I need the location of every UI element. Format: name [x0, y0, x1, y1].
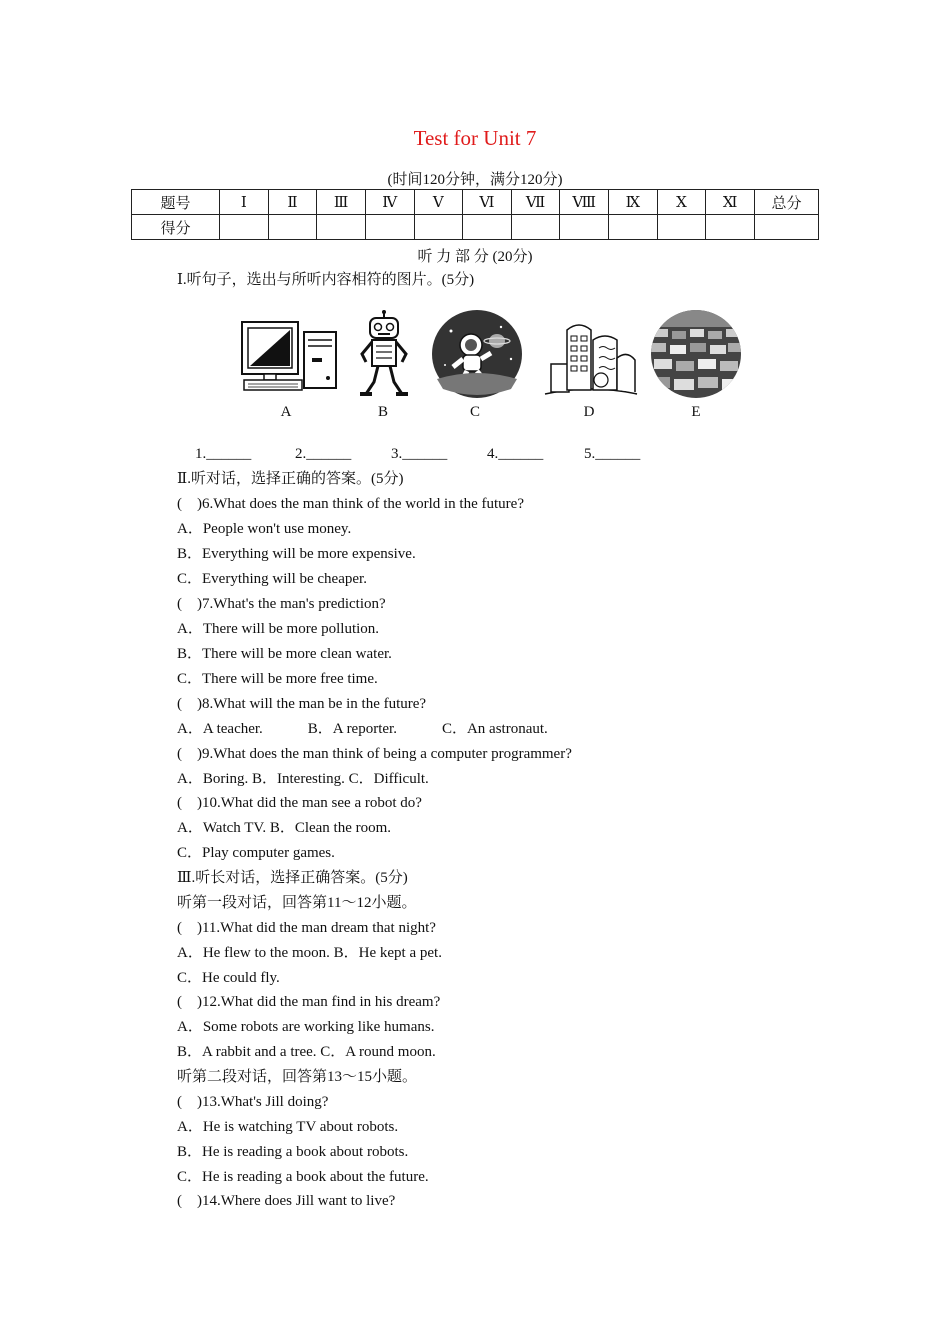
traffic-icon [650, 309, 742, 399]
picture-label-a: A [280, 404, 292, 420]
score-header-cell: Ⅷ [560, 190, 609, 215]
answer-blank-1[interactable]: 1.______ [195, 446, 252, 462]
picture-label-d: D [583, 404, 595, 420]
option-line: B．He is reading a book about robots. [177, 1144, 409, 1160]
option-line: A．He is watching TV about robots. [177, 1119, 399, 1135]
score-cell[interactable] [317, 215, 366, 240]
score-cell[interactable] [463, 215, 512, 240]
score-header-cell: Ⅱ [268, 190, 317, 215]
score-cell[interactable] [511, 215, 560, 240]
score-cell[interactable] [414, 215, 463, 240]
option-line: A．He flew to the moon. B．He kept a pet. [177, 945, 442, 961]
astronaut-icon [431, 309, 523, 399]
section1-heading: Ⅰ.听句子，选出与所听内容相符的图片。(5分) [177, 272, 475, 288]
score-header-cell: Ⅹ [657, 190, 706, 215]
score-header-cell: Ⅺ [706, 190, 755, 215]
section2-heading: Ⅱ.听对话，选择正确的答案。(5分) [177, 471, 404, 487]
answer-blank-3[interactable]: 3.______ [391, 446, 448, 462]
score-header-cell: 总分 [755, 190, 819, 215]
answer-blank-2[interactable]: 2.______ [295, 446, 352, 462]
option-line: C．There will be more free time. [177, 671, 378, 687]
option-line: B．Everything will be more expensive. [177, 546, 416, 562]
score-row-label: 得分 [132, 215, 220, 240]
score-cell[interactable] [268, 215, 317, 240]
score-header-cell: Ⅸ [609, 190, 658, 215]
score-table [131, 189, 819, 240]
question-6: ( )6.What does the man think of the world in the future? [177, 496, 524, 512]
option-line: A．People won't use money. [177, 521, 352, 537]
score-cell[interactable] [609, 215, 658, 240]
question-9: ( )9.What does the man think of being a computer programmer? [177, 746, 572, 762]
test-subtitle: (时间120分钟，满分120分) [387, 172, 563, 188]
computer-icon [240, 318, 342, 394]
question-12: ( )12.What did the man find in his dream? [177, 994, 441, 1010]
score-header-cell: Ⅲ [317, 190, 366, 215]
score-cell[interactable] [220, 215, 269, 240]
question-8: ( )8.What will the man be in the future? [177, 696, 427, 712]
question-13: ( )13.What's Jill doing? [177, 1094, 329, 1110]
option-line: A．There will be more pollution. [177, 621, 380, 637]
question-7: ( )7.What's the man's prediction? [177, 596, 386, 612]
robot-icon [356, 310, 412, 398]
dialogue-2-instruction: 听第二段对话，回答第13～15小题。 [177, 1069, 418, 1085]
option-line: A．Some robots are working like humans. [177, 1019, 435, 1035]
score-table-header-row [132, 190, 819, 215]
option-line: A．Watch TV. B．Clean the room. [177, 820, 392, 836]
score-header-cell: Ⅴ [414, 190, 463, 215]
picture-label-c: C [469, 404, 480, 420]
score-cell[interactable] [365, 215, 414, 240]
answer-blank-5[interactable]: 5.______ [584, 446, 641, 462]
listening-section-header: 听 力 部 分 (20分) [417, 249, 533, 265]
score-header-cell: Ⅰ [220, 190, 269, 215]
question-10: ( )10.What did the man see a robot do? [177, 795, 422, 811]
option-line: C．He could fly. [177, 970, 280, 986]
option-line: A．Boring. B．Interesting. C．Difficult. [177, 771, 429, 787]
score-cell[interactable] [755, 215, 819, 240]
score-cell[interactable] [560, 215, 609, 240]
option-line: C．Everything will be cheaper. [177, 571, 367, 587]
option-line: C．He is reading a book about the future. [177, 1169, 429, 1185]
question-14: ( )14.Where does Jill want to live? [177, 1193, 396, 1209]
section3-heading: Ⅲ.听长对话，选择正确答案。(5分) [177, 870, 408, 886]
score-header-cell: 题号 [132, 190, 220, 215]
option-line: B．There will be more clean water. [177, 646, 392, 662]
dialogue-1-instruction: 听第一段对话，回答第11～12小题。 [177, 895, 417, 911]
option-line: B．A rabbit and a tree. C．A round moon. [177, 1044, 436, 1060]
score-table-score-row [132, 215, 819, 240]
score-cell[interactable] [706, 215, 755, 240]
question-11: ( )11.What did the man dream that night? [177, 920, 436, 936]
score-cell[interactable] [657, 215, 706, 240]
score-header-cell: Ⅳ [365, 190, 414, 215]
page-title: Test for Unit 7 [413, 126, 537, 150]
score-header-cell: Ⅶ [511, 190, 560, 215]
picture-label-e: E [691, 404, 701, 420]
option-line: A．A teacher. B．A reporter. C．An astronaut. [177, 721, 548, 737]
picture-label-b: B [377, 404, 388, 420]
score-header-cell: Ⅵ [463, 190, 512, 215]
buildings-icon [543, 320, 639, 398]
option-line: C．Play computer games. [177, 845, 335, 861]
answer-blank-4[interactable]: 4.______ [487, 446, 544, 462]
